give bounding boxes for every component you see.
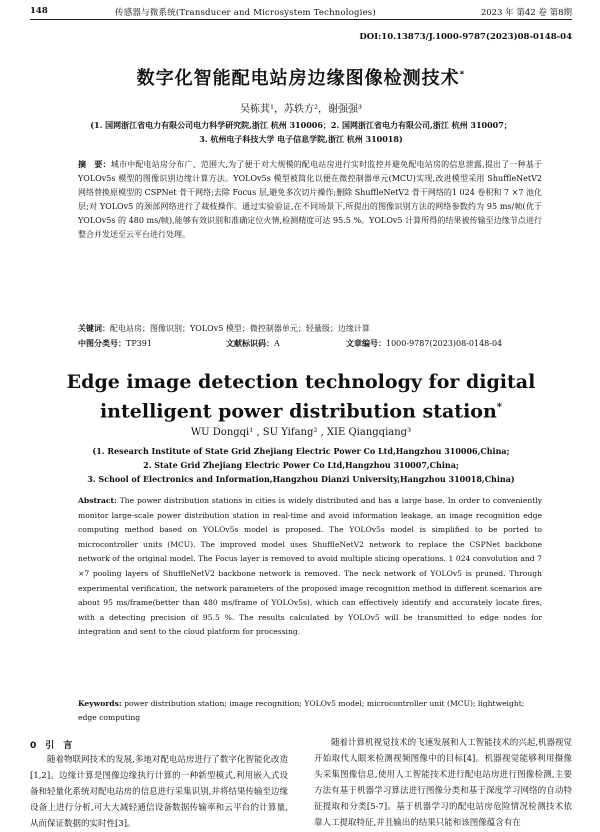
chinese-title-text: 数字化智能配电站房边缘图像检测技术	[136, 68, 460, 89]
english-affiliation-1: (1. Research Institute of State Grid Zhejiang Electric Power Co Ltd,Hangzhou 310006,China;	[92, 446, 510, 456]
english-title-line-2: intelligent power distribution station	[99, 400, 497, 423]
document-code	[226, 338, 280, 349]
article-number	[346, 338, 502, 349]
english-affiliation-2: 2. State Grid Zhejiang Electric Power Co Ltd,Hangzhou 310007,China;	[143, 460, 459, 470]
chinese-title	[30, 64, 572, 90]
article-number-value: 1000-9787(2023)08-0148-04	[386, 339, 503, 348]
doi[interactable]: DOI:10.13873/J.1000-9787(2023)08-0148-04	[359, 32, 572, 42]
issue-info: 2023 年 第42 卷 第8期	[480, 8, 572, 18]
english-abstract-text: The power distribution stations in cities is widely distributed and has a large base. In order to conveniently monitor large-scale power distribution station in real-time and avoid information leakage, an image recognition edge computing method based on YOLOv5s model is proposed. The YOLOv5s model is simplified to be ported to microcontroller units (MCU). The improved model uses ShuffleNetV2 network to replace the CSPNet backbone network of the original model. The Focus layer is removed to avoid multiple slicing operations. 1 024 convolution and 7 ×7 pooling layers of ShuffleNetV2 backbone network is removed. The neck network of YOLOv5 is pruned. Through experimental verification, the network parameters of the proposed image recognition method in different scenarios are about 95 ms/frame(better than 480 ms/frame of YOLOv5s), which can effectively identify and accurately locate fires, with a detecting precision of 95.5 %. The results calculated by YOLOv5 will be transmitted to edge nodes for integration and sent to the cloud platform for processing.	[78, 496, 542, 637]
chinese-abstract	[78, 157, 542, 242]
paper-page	[30, 0, 572, 829]
document-code-value: A	[274, 339, 280, 348]
class-number	[78, 338, 152, 349]
chinese-affiliation-1: (1. 国网浙江省电力有限公司电力科学研究院,浙江 杭州 310006；2. 国网浙江省电力有限公司,浙江 杭州 310007；	[90, 120, 512, 130]
intro-right-column: 随着计算机视觉技术的飞速发展和人工智能技术的兴起,机器视觉开始取代人眼来检测视频图像中的目标[4]。机器视觉能够利用摄像头采集图像信息,使用人工智能技术进行配电站房进行图像检测,主要方法有基于机器学习算法进行图像分类和基于深度学习网络的自动特征提取和分类[5-7]。基于机器学习的配电站房危险情况检测技术依靠人工提取特征,并且输出的结果只能和该图像蕴含有在	[314, 738, 572, 828]
chinese-keywords	[78, 323, 542, 334]
chinese-keywords-label: 关键词：	[78, 323, 110, 333]
english-affiliation-3: 3. School of Electronics and Information,Hangzhou Dianzi University,Hangzhou 310018,China)	[87, 474, 515, 484]
intro-left-column: 随着物联网技术的发展,多地对配电站房进行了数字化智能化改造[1,2]。边缘计算是图像边缘执行计算的一种新型模式,利用嵌入式设备和轻量化系统对配电站房的信息进行采集识别,并将结果传输至边缘设备上进行分析,可大大减轻通信设备数据传输率和云平台的计算量,从而保证数据的实时性[3]。	[30, 755, 288, 829]
classification-line	[78, 338, 542, 350]
english-abstract	[78, 494, 542, 640]
english-title-line-1: Edge image detection technology for digital	[66, 371, 536, 393]
page-number: 148	[30, 6, 48, 16]
english-keywords	[78, 697, 542, 725]
class-number-value: TP391	[126, 339, 152, 348]
section-heading-introduction: 0 引 言	[30, 741, 73, 751]
header-rule	[30, 19, 572, 20]
english-title-line-2-wrap	[30, 395, 572, 424]
english-title-footnote-mark: *	[496, 402, 503, 413]
english-authors: WU Dongqi¹ , SU Yifang² , XIE Qiangqiang³	[190, 427, 412, 438]
chinese-abstract-label: 摘 要：	[78, 159, 111, 169]
english-keywords-label: Keywords:	[78, 699, 122, 708]
chinese-abstract-text: 城市中配电站房分布广、范围大,为了便于对大规模的配电站房进行实时监控并避免配电站房的信息泄露,提出了一种基于 YOLOv5s 模型的图像识别边缘计算方法。YOLOv5s 模型被简化以便在微控制器单元(MCU)实现,改进模型采用 ShuffleNetV2 网络替换原模型的 CSPNet 骨干网络;去除 Focus 层,避免多次切片操作;删除 ShuffleNetV2 骨干网络的1 024 卷积和 7 ×7 池化层;对 YOLOv5 的颈部网络进行了裁枝操作。通过实验验证,在不同场景下,所提出的图像识别方法的网络参数约为 95 ms/帧(优于 YOLOv5s 的 480 ms/帧),能够有效识别和准确定位火情,检测精度可达 95.5 %。YOLOv5 计算所得的结果被传输至边缘节点进行整合并发送至云平台进行处理。	[78, 160, 542, 239]
chinese-authors: 吴栋萁¹，苏轶方²，谢强强³	[239, 104, 363, 115]
english-abstract-label: Abstract:	[78, 496, 117, 505]
running-header	[30, 6, 572, 18]
document-code-label: 文献标识码：	[226, 338, 274, 348]
journal-name: 传感器与微系统(Transducer and Microsystem Technologies)	[115, 8, 376, 18]
english-keywords-text: power distribution station; image recognition; YOLOv5 model; microcontroller unit (MCU); lightweight; edge computing	[78, 699, 525, 722]
english-title	[30, 370, 572, 424]
class-number-label: 中图分类号：	[78, 338, 126, 348]
title-footnote-mark: *	[459, 70, 466, 80]
chinese-affiliation-2: 3. 杭州电子科技大学 电子信息学院,浙江 杭州 310018)	[199, 134, 403, 144]
article-number-label: 文章编号：	[346, 338, 386, 348]
chinese-keywords-text: 配电站房；图像识别；YOLOv5 模型；微控制器单元；轻量级；边缘计算	[110, 324, 370, 333]
